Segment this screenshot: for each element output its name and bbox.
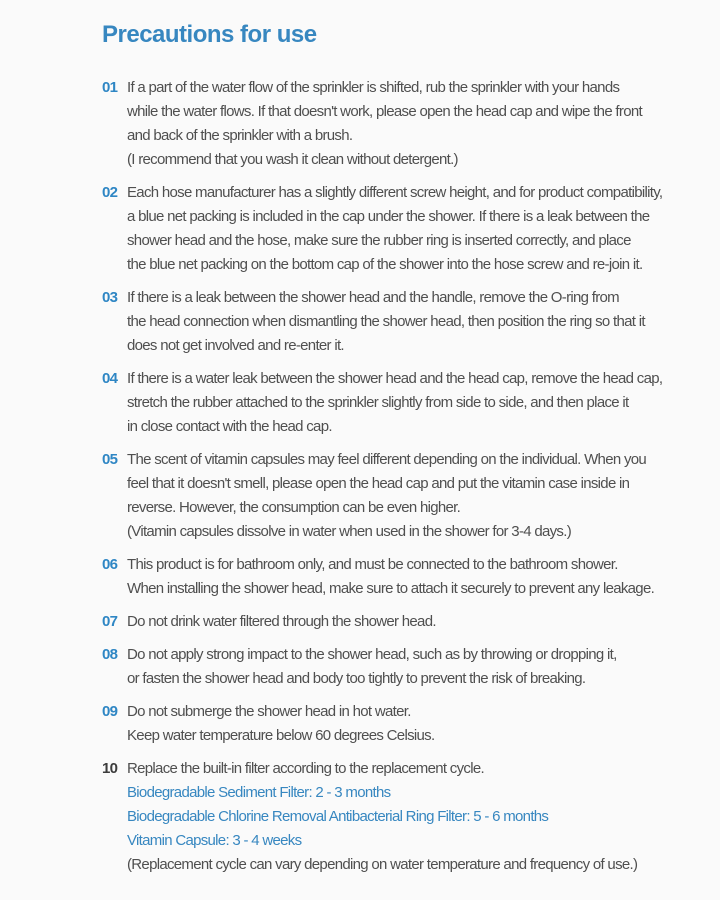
precaution-item-10 bbox=[102, 757, 680, 877]
item-body bbox=[127, 553, 654, 601]
item-text-line: If a part of the water flow of the sprinkler is shifted, rub the sprinkler with your hands bbox=[127, 79, 620, 96]
item-text-line: The scent of vitamin capsules may feel different depending on the individual. When you bbox=[127, 451, 647, 468]
filter-cycle-line-vitamin: Vitamin Capsule: 3 - 4 weeks bbox=[127, 832, 302, 849]
item-text-line: Keep water temperature below 60 degrees Celsius. bbox=[127, 727, 435, 744]
item-number: 07 bbox=[102, 613, 118, 630]
precaution-item-06 bbox=[102, 553, 680, 601]
item-text-line: This product is for bathroom only, and must be connected to the bathroom shower. bbox=[127, 556, 618, 573]
item-body bbox=[127, 367, 662, 439]
filter-cycle-line-chlorine: Biodegradable Chlorine Removal Antibacterial Ring Filter: 5 - 6 months bbox=[127, 808, 549, 825]
item-number: 09 bbox=[102, 703, 118, 720]
item-text-line: shower head and the hose, make sure the rubber ring is inserted correctly, and place bbox=[127, 232, 631, 249]
item-text-line: Each hose manufacturer has a slightly different screw height, and for product compatibility, bbox=[127, 184, 663, 201]
item-text-line: (I recommend that you wash it clean without detergent.) bbox=[127, 151, 458, 168]
item-text-line: the head connection when dismantling the shower head, then position the ring so that it bbox=[127, 313, 645, 330]
item-number: 08 bbox=[102, 646, 118, 663]
item-body bbox=[127, 757, 637, 877]
item-number: 03 bbox=[102, 289, 118, 306]
filter-cycle-line-sediment: Biodegradable Sediment Filter: 2 - 3 months bbox=[127, 784, 391, 801]
item-text-line: When installing the shower head, make sure to attach it securely to prevent any leakage. bbox=[127, 580, 655, 597]
precaution-item-05 bbox=[102, 448, 680, 544]
item-body bbox=[127, 76, 642, 172]
item-number: 05 bbox=[102, 451, 118, 468]
precaution-item-02 bbox=[102, 181, 680, 277]
item-body bbox=[127, 700, 434, 748]
item-text-line: or fasten the shower head and body too tightly to prevent the risk of breaking. bbox=[127, 670, 586, 687]
item-text-line: If there is a leak between the shower head and the handle, remove the O-ring from bbox=[127, 289, 619, 306]
precaution-item-01 bbox=[102, 76, 680, 172]
precaution-item-09 bbox=[102, 700, 680, 748]
replacement-cycle-note: (Replacement cycle can vary depending on water temperature and frequency of use.) bbox=[127, 856, 638, 873]
item-text-line: while the water flows. If that doesn't work, please open the head cap and wipe the front bbox=[127, 103, 642, 120]
item-text-line: the blue net packing on the bottom cap of the shower into the hose screw and re-join it. bbox=[127, 256, 643, 273]
precaution-item-08 bbox=[102, 643, 680, 691]
item-text-line: a blue net packing is included in the cap under the shower. If there is a leak between the bbox=[127, 208, 650, 225]
item-text-line: does not get involved and re-enter it. bbox=[127, 337, 344, 354]
item-text-line: in close contact with the head cap. bbox=[127, 418, 332, 435]
item-text-line: (Vitamin capsules dissolve in water when used in the shower for 3-4 days.) bbox=[127, 523, 571, 540]
item-text-line: feel that it doesn't smell, please open the head cap and put the vitamin case inside in bbox=[127, 475, 630, 492]
item-number: 01 bbox=[102, 79, 118, 96]
item-text-line: Do not apply strong impact to the shower head, such as by throwing or dropping it, bbox=[127, 646, 617, 663]
item-text-line: Do not submerge the shower head in hot water. bbox=[127, 703, 411, 720]
item-text-line: Replace the built-in filter according to the replacement cycle. bbox=[127, 760, 484, 777]
item-text-line: Do not drink water filtered through the shower head. bbox=[127, 613, 436, 630]
item-body bbox=[127, 643, 617, 691]
item-body bbox=[127, 610, 436, 634]
item-text-line: and back of the sprinkler with a brush. bbox=[127, 127, 353, 144]
item-number: 02 bbox=[102, 184, 118, 201]
precaution-item-07 bbox=[102, 610, 680, 634]
precaution-item-04 bbox=[102, 367, 680, 439]
item-text-line: reverse. However, the consumption can be even higher. bbox=[127, 499, 461, 516]
item-number: 04 bbox=[102, 370, 118, 387]
item-text-line: stretch the rubber attached to the sprinkler slightly from side to side, and then place it bbox=[127, 394, 629, 411]
precaution-item-03 bbox=[102, 286, 680, 358]
item-body bbox=[127, 448, 646, 544]
item-body bbox=[127, 181, 662, 277]
item-number: 10 bbox=[102, 760, 118, 777]
item-number: 06 bbox=[102, 556, 118, 573]
item-text-line: If there is a water leak between the shower head and the head cap, remove the head cap, bbox=[127, 370, 663, 387]
item-body bbox=[127, 286, 645, 358]
page-title: Precautions for use bbox=[102, 21, 317, 48]
